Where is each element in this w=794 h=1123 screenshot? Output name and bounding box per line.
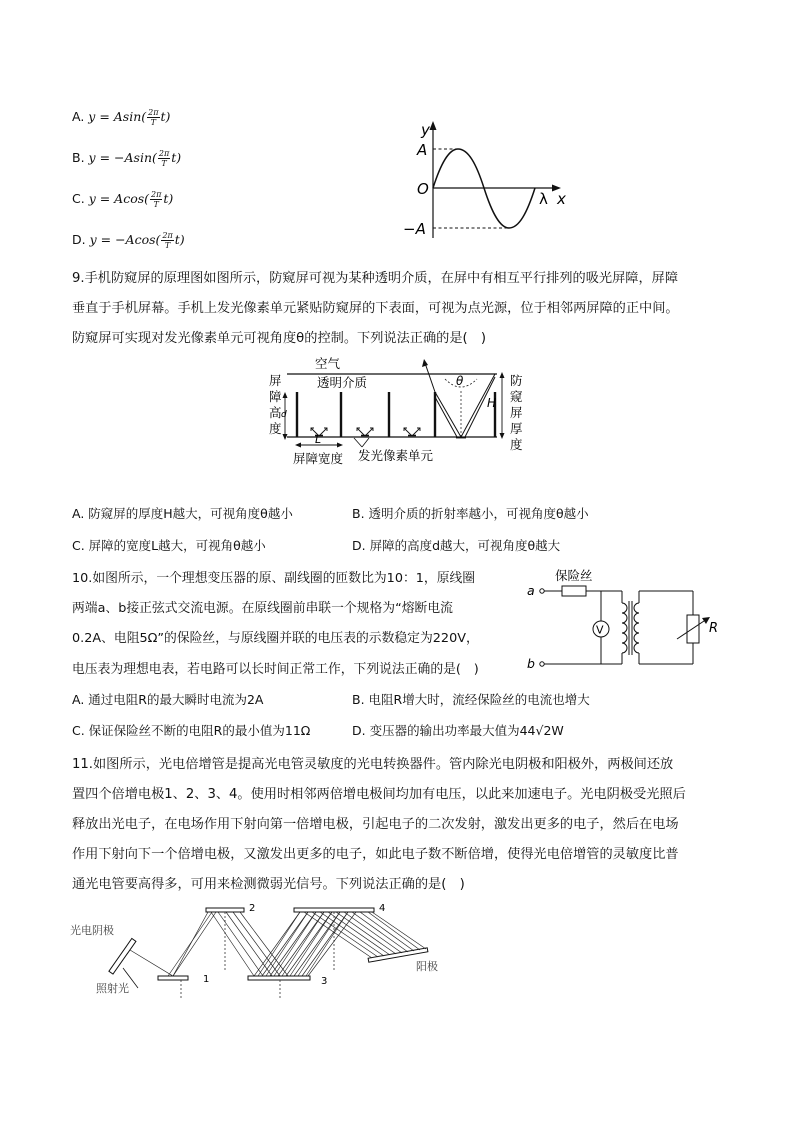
label-A: A xyxy=(417,141,428,159)
resistor-R xyxy=(687,615,699,643)
label-anode: 阳极 xyxy=(416,960,438,973)
dynode-2 xyxy=(206,908,244,912)
label-thickness-1: 防 xyxy=(510,373,523,388)
terminal-b: b xyxy=(527,656,535,671)
label-thickness-3: 屏 xyxy=(510,405,523,420)
label-thickness-4: 厚 xyxy=(510,421,523,436)
label-dynode-1: 1 xyxy=(203,974,210,985)
q10-line-1: 10.如图所示，一个理想变压器的原、副线圈的匝数比为10：1，原线圈 xyxy=(72,571,476,586)
label-V: V xyxy=(596,623,604,637)
label-y: y xyxy=(421,121,430,139)
q9-option-a: A. 防窥屏的厚度H越大，可视角度θ越小 xyxy=(72,506,293,521)
label-H: H xyxy=(487,396,497,410)
label-d: d xyxy=(281,410,287,420)
q9-line-2: 垂直于手机屏幕。手机上发光像素单元紧贴防窥屏的下表面，可视为点光源，位于相邻两屏障的正中间。 xyxy=(72,301,679,316)
q8-option-d: D. y = −Acos( $\frac{2\pi}{T}$ t) xyxy=(72,231,185,250)
label-pixel-unit: 发光像素单元 xyxy=(358,448,434,463)
q11-line-3: 释放出光电子，在电场作用下射向第一倍增电极，引起电子的二次发射，激发出更多的电子，然后在电场 xyxy=(72,817,679,832)
q11-line-4: 作用下射向下一个倍增电极，又激发出更多的电子，如此电子数不断倍增，使得光电倍增管的灵敏度比普 xyxy=(72,847,679,862)
terminal-a: a xyxy=(527,583,535,598)
q10-option-a: A. 通过电阻R的最大瞬时电流为2A xyxy=(72,692,264,707)
q8-sine-graph xyxy=(395,118,580,243)
label-medium: 透明介质 xyxy=(317,375,368,390)
label-barrier-height-4: 度 xyxy=(269,421,282,436)
label-theta: θ xyxy=(456,374,464,388)
q8-option-c: C. y = Acos( $\frac{2\pi}{T}$ t) xyxy=(72,190,174,209)
L-arrow-right xyxy=(337,443,343,448)
q11-line-2: 置四个倍增电极1、2、3、4。使用时相邻两倍增电极间均加有电压，以此来加速电子。光电阴极受光照后 xyxy=(72,787,686,802)
pixel-pointer-1 xyxy=(354,438,362,447)
q9-line-1: 9.手机防窥屏的原理图如图所示，防窥屏可视为某种透明介质，在屏中有相互平行排列的吸光屏障，屏障 xyxy=(72,271,679,286)
fraction: $\frac{2\pi}{T}$ xyxy=(158,149,170,168)
electron-paths xyxy=(130,912,426,976)
H-arrow-bottom xyxy=(500,433,505,439)
q9-option-b: B. 透明介质的折射率越小，可视角度θ越小 xyxy=(352,506,589,521)
pixel-rays-2 xyxy=(357,428,373,436)
q9-privacy-screen-diagram xyxy=(265,355,535,470)
d-arrow-bottom xyxy=(283,434,288,440)
q8-option-b: B. y = −Asin( $\frac{2\pi}{T}$ t) xyxy=(72,149,182,168)
label-dynode-2: 2 xyxy=(249,903,256,914)
label-dynode-3: 3 xyxy=(321,976,328,987)
fraction: $\frac{2\pi}{T}$ xyxy=(151,190,162,209)
q10-transformer-circuit xyxy=(525,565,725,673)
label-barrier-height-2: 障 xyxy=(269,389,282,404)
terminal-b-dot xyxy=(540,662,544,666)
q10-option-c: C. 保证保险丝不断的电阻R的最小值为11Ω xyxy=(72,723,311,738)
primary-wires xyxy=(544,586,707,664)
label-air: 空气 xyxy=(315,356,341,371)
q9-line-3: 防窥屏可实现对发光像素单元可视角度θ的控制。下列说法正确的是( ) xyxy=(72,331,486,346)
q11-line-5: 通光电管要高得多，可用来检测微弱光信号。下列说法正确的是( ) xyxy=(72,877,465,892)
label-R: R xyxy=(709,621,719,636)
label-incident-light: 照射光 xyxy=(96,982,129,995)
dotted-guides xyxy=(181,912,334,998)
label-thickness-2: 窥 xyxy=(510,389,523,404)
fraction: $\frac{2\pi}{T}$ xyxy=(148,108,159,127)
q8-option-a: A. y = Asin( $\frac{2\pi}{T}$ t) xyxy=(72,108,171,127)
fraction: $\frac{2\pi}{T}$ xyxy=(162,231,173,250)
terminal-a-dot xyxy=(540,589,544,593)
y-axis-arrow xyxy=(430,121,437,130)
label-x: x xyxy=(557,190,566,208)
q9-option-d: D. 屏障的高度d越大，可视角度θ越大 xyxy=(352,538,561,553)
pixel-pointer-2 xyxy=(362,438,369,447)
ray-arrow xyxy=(422,359,428,367)
q10-option-b: B. 电阻R增大时，流经保险丝的电流也增大 xyxy=(352,692,590,707)
label-photocathode: 光电阴极 xyxy=(70,924,114,937)
label-fuse: 保险丝 xyxy=(555,568,593,583)
q10-option-d: D. 变压器的输出功率最大值为44√2W xyxy=(352,723,564,738)
label-barrier-height-1: 屏 xyxy=(269,373,282,388)
label-thickness-5: 度 xyxy=(510,437,523,452)
dynode-1 xyxy=(158,976,188,980)
q10-line-3: 0.2A、电阻5Ω”的保险丝，与原线圈并联的电压表的示数稳定为220V， xyxy=(72,631,479,646)
photocathode xyxy=(109,938,136,974)
q10-line-4: 电压表为理想电表，若电路可以长时间正常工作，下列说法正确的是( ) xyxy=(72,662,479,677)
L-arrow-left xyxy=(295,443,301,448)
q10-line-2: 两端a、b接正弦式交流电源。在原线圈前串联一个规格为“熔断电流 xyxy=(72,601,453,616)
q11-photomultiplier-diagram xyxy=(68,898,463,1003)
label-barrier-width: 屏障宽度 xyxy=(293,451,344,466)
pixel-rays-3 xyxy=(404,428,420,436)
label-barrier-height-3: 高 xyxy=(269,405,282,420)
label-neg-A: −A xyxy=(403,220,426,238)
H-arrow-top xyxy=(500,372,505,378)
d-arrow-top xyxy=(283,392,288,398)
fuse xyxy=(562,586,586,596)
label-L: L xyxy=(315,433,322,446)
q11-line-1: 11.如图所示，光电倍增管是提高光电管灵敏度的光电转换器件。管内除光电阴极和阳极外，两极间还放 xyxy=(72,757,674,772)
label-O: O xyxy=(417,180,429,198)
dynode-3 xyxy=(248,976,310,980)
label-lambda: λ xyxy=(539,190,548,208)
q9-option-c: C. 屏障的宽度L越大，可视角θ越小 xyxy=(72,538,266,553)
label-dynode-4: 4 xyxy=(379,903,386,914)
dynode-4 xyxy=(294,908,374,912)
